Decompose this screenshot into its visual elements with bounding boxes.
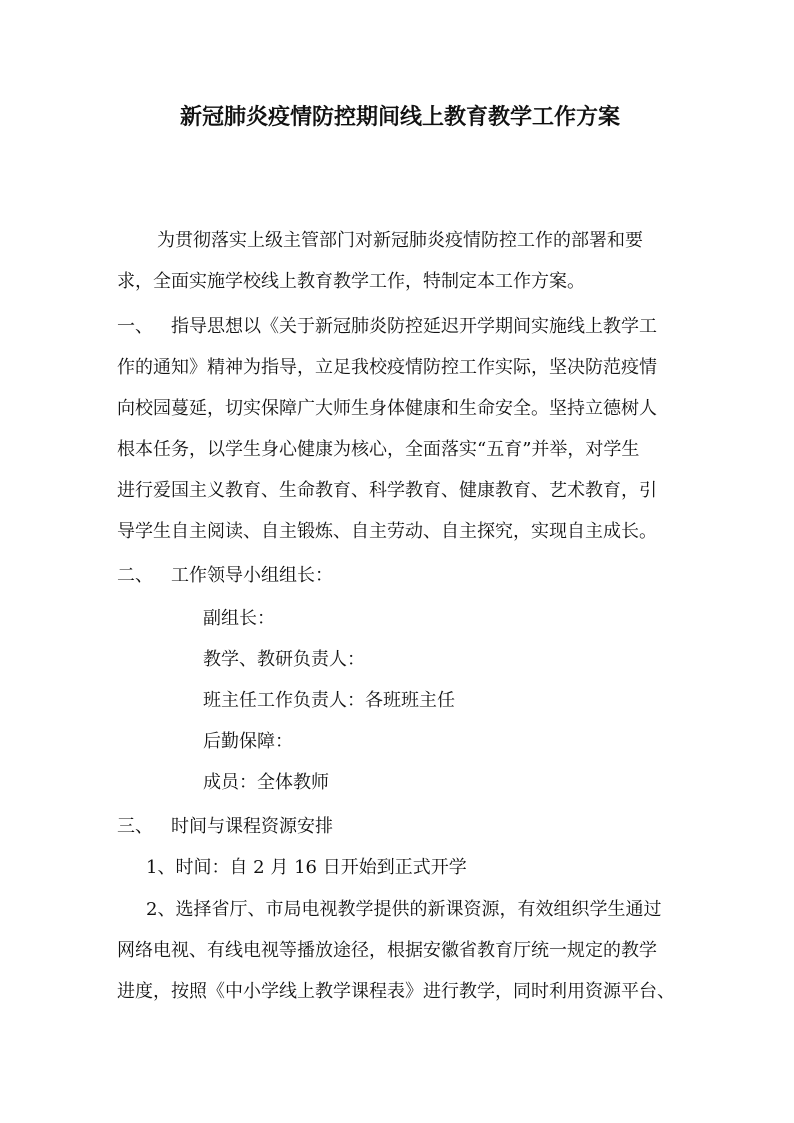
section-3-heading: 时间与课程资源安排 bbox=[171, 816, 333, 837]
section-1-line-2: 作的通知》精神为指导，立足我校疫情防控工作实际，坚决防范疫情 bbox=[117, 357, 657, 378]
section-1-first-line bbox=[117, 314, 657, 340]
section-1-number: 一、 bbox=[117, 316, 153, 337]
section-1-line-1: 指导思想以《关于新冠肺炎防控延迟开学期间实施线上教学工 bbox=[171, 316, 657, 337]
section-2-heading: 工作领导小组组长： bbox=[171, 565, 333, 586]
section-2-item-members: 成员：全体教师 bbox=[203, 772, 329, 793]
section-3-item-2-line-2: 网络电视、有线电视等播放途径，根据安徽省教育厅统一规定的教学 bbox=[117, 940, 657, 961]
section-3-number: 三、 bbox=[117, 816, 153, 837]
section-2-number: 二、 bbox=[117, 565, 153, 586]
section-2-item-teaching: 教学、教研负责人： bbox=[203, 649, 365, 670]
section-3-heading-line bbox=[117, 814, 333, 840]
section-1-line-4: 根本任务，以学生身心健康为核心，全面落实“五育”并举，对学生 bbox=[117, 439, 640, 460]
section-3-item-2-line-3: 进度，按照《中小学线上教学课程表》进行教学，同时利用资源平台、 bbox=[117, 981, 675, 1002]
section-2-item-class-teacher: 班主任工作负责人：各班班主任 bbox=[203, 690, 455, 711]
section-3-item-1: 1、时间：自 2 月 16 日开始到正式开学 bbox=[146, 857, 467, 878]
document-title: 新冠肺炎疫情防控期间线上教育教学工作方案 bbox=[180, 104, 621, 130]
section-2-item-logistics: 后勤保障： bbox=[203, 731, 293, 752]
intro-line-1: 为贯彻落实上级主管部门对新冠肺炎疫情防控工作的部署和要 bbox=[157, 230, 643, 251]
section-2-item-deputy: 副组长： bbox=[203, 608, 275, 629]
section-1-line-6: 导学生自主阅读、自主锻炼、自主劳动、自主探究，实现自主成长。 bbox=[117, 521, 657, 542]
intro-line-2: 求，全面实施学校线上教育教学工作，特制定本工作方案。 bbox=[117, 271, 585, 292]
section-1-line-5: 进行爱国主义教育、生命教育、科学教育、健康教育、艺术教育，引 bbox=[117, 480, 657, 501]
section-1-line-3: 向校园蔓延，切实保障广大师生身体健康和生命安全。坚持立德树人 bbox=[117, 398, 657, 419]
section-3-item-2-line-1: 2、选择省厅、市局电视教学提供的新课资源，有效组织学生通过 bbox=[146, 899, 662, 920]
section-2-heading-line bbox=[117, 563, 333, 589]
